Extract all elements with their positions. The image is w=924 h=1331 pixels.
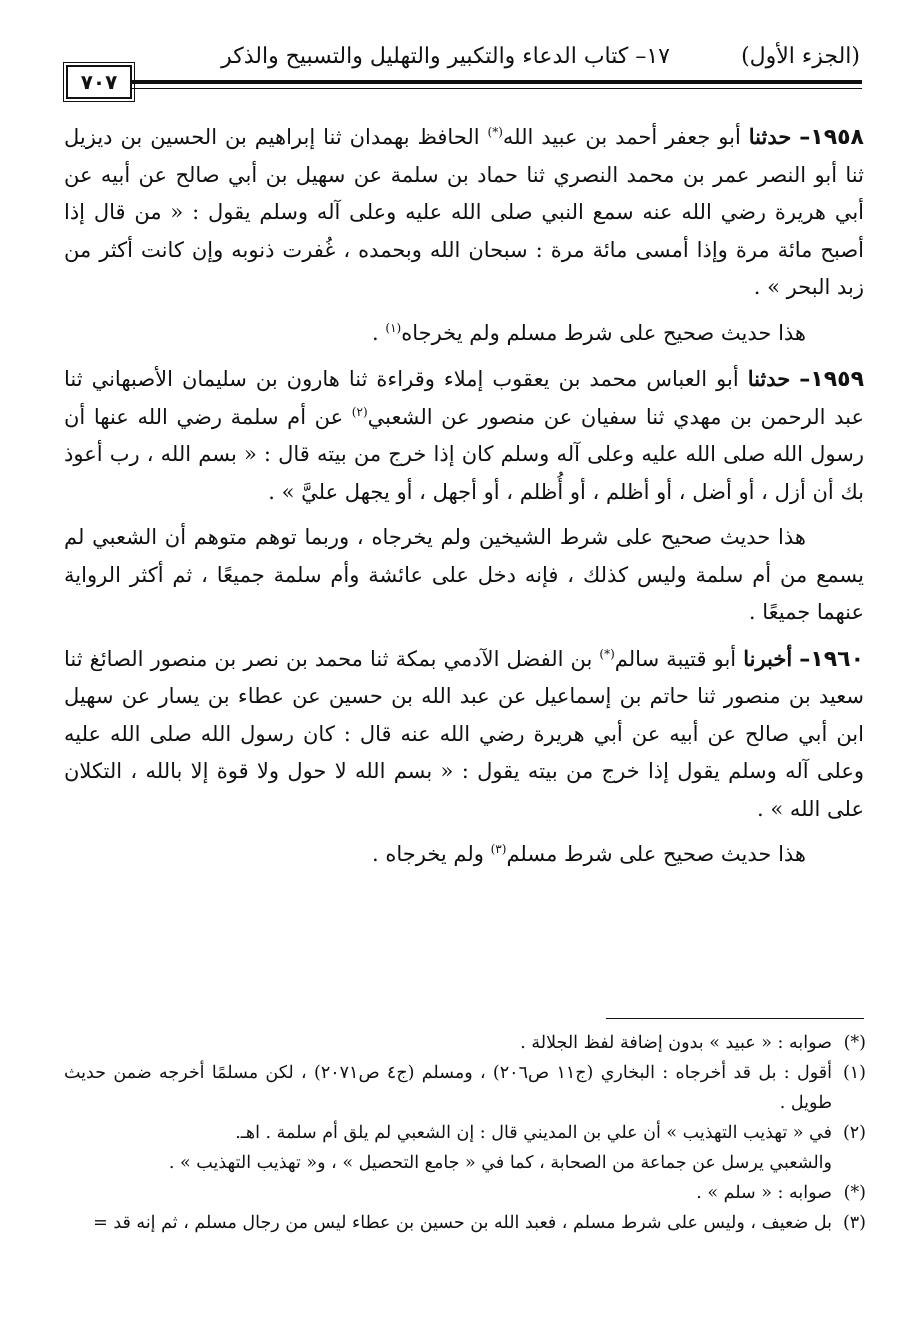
main-text [64,118,864,874]
footnote-marker: (٢) [842,1123,866,1143]
chapter-title: ١٧– كتاب الدعاء والتكبير والتهليل والتسبيح والذكر [221,44,670,69]
footnote-ref: (*) [599,646,615,661]
footnotes [64,1028,866,1238]
grading-end: . [372,320,379,345]
footnote-continuation [64,1148,866,1178]
grading-text: هذا حديث صحيح على شرط مسلم ولم يخرجاه [401,320,806,345]
hadith-1958 [64,118,864,307]
footnote-ref: (*) [487,125,503,139]
hadith-number: ١٩٥٩– [799,367,865,392]
hadith-grading [64,315,864,353]
footnote-marker: (١) [842,1063,866,1083]
hadith-text: بن الفضل الآدمي بمكة ثنا محمد بن نصر بن منصور الصائغ ثنا سعيد بن منصور ثنا حاتم بن إسماعيل عن عبد الله بن حسين عن عطاء بن يسار عن سهيل ابن أبي صالح عن أبيه عن أبي هريرة رضي الله عنه قال : كان رسول الله صلى الله عليه وعلى آله وسلم يقول إذا خرج من بيته يقول : « بسم الله لا حول ولا قوة إلا بالله ، التكلان على الله » . [64,646,864,821]
hadith-number: ١٩٦٠– [799,646,864,672]
footnote-ref: (١) [385,320,402,335]
hadith-keyword: حدثنا [748,124,792,149]
footnote-text: صوابه : « عبيد » بدون إضافة لفظ الجلالة . [520,1033,832,1053]
footnote-ref: (٣) [490,842,507,856]
footnote-text: بل ضعيف ، وليس على شرط مسلم ، فعبد الله بن حسين بن عطاء ليس من رجال مسلم ، ثم إنه قد = [93,1213,832,1233]
footnote-ref: (٢) [351,404,368,419]
hadith-grading [64,519,864,632]
header-rule-thick [130,80,862,84]
hadith-text: عن أم سلمة رضي الله عنها أن رسول الله صلى الله عليه وعلى آله وسلم كان إذا خرج من بيته قال : « بسم الله ، رب أعوذ بك أن أزل ، أو أضل ، أو أظلم ، أو أُظلم ، أو أجهل ، أو يجهل عليَّ » . [64,404,864,504]
grading-text: هذا حديث صحيح على شرط الشيخين ولم يخرجاه ، وربما توهم متوهم أن الشعبي لم يسمع من أم سلمة وليس كذلك ، فإنه دخل على عائشة وأم سلمة جميعًا ، ثم أكثر الرواية عنهما جميعًا . [64,525,864,624]
footnote [64,1178,866,1208]
footnote-text: والشعبي يرسل عن جماعة من الصحابة ، كما في « جامع التحصيل » ، و« تهذيب التهذيب » . [168,1153,832,1173]
hadith-number: ١٩٥٨– [799,125,864,150]
header-rule-thin [130,88,862,89]
footnote-text: أقول : بل قد أخرجاه : البخاري (ج١١ ص٢٠٦) ، ومسلم (ج٤ ص٢٠٧١) ، لكن مسلمًا أخرجه ضمن حديث طويل . [64,1063,832,1113]
hadith-text: أبو جعفر أحمد بن عبيد الله [502,125,741,149]
grading-end: ولم يخرجاه . [372,842,484,866]
page-number: ٧٠٧ [66,65,132,99]
footnote [64,1208,866,1238]
footnote-marker: (*) [843,1183,866,1203]
footnote-text: صوابه : « سلم » . [696,1183,832,1203]
hadith-text: أبو العباس محمد بن يعقوب إملاء وقراءة ثنا هارون بن سليمان الأصبهاني ثنا عبد الرحمن بن مهدي ثنا سفيان عن منصور عن الشعبي [64,367,864,429]
volume-label: (الجزء الأول) [741,44,860,69]
footnote [64,1028,866,1058]
hadith-1960 [64,640,864,829]
footnote-marker: (*) [843,1033,866,1053]
hadith-keyword: حدثنا [747,366,791,391]
hadith-text: أبو قتيبة سالم [614,646,737,671]
hadith-grading [64,836,864,874]
footnote [64,1058,866,1118]
hadith-1959 [64,360,864,511]
running-header [70,40,860,74]
hadith-text: الحافظ بهمدان ثنا إبراهيم بن الحسين بن ديزيل ثنا أبو النصر عمر بن محمد النصري ثنا حماد بن سلمة عن سهيل بن أبي صالح عن أبيه عن أبي هريرة رضي الله عنه سمع النبي صلى الله عليه وعلى آله وسلم يقول : « من قال إذا أصبح مائة مرة وإذا أمسى مائة مرة : سبحان الله وبحمده ، غُفرت ذنوبه وإن كانت أكثر من زبد البحر » . [64,125,864,299]
footnote [64,1118,866,1148]
footnote-text: في « تهذيب التهذيب » أن علي بن المديني قال : إن الشعبي لم يلق أم سلمة . اهـ. [235,1123,832,1143]
footnote-marker: (٣) [842,1213,866,1233]
hadith-keyword: أخبرنا [743,645,793,671]
footnote-separator [606,1018,864,1019]
grading-text: هذا حديث صحيح على شرط مسلم [506,842,806,866]
